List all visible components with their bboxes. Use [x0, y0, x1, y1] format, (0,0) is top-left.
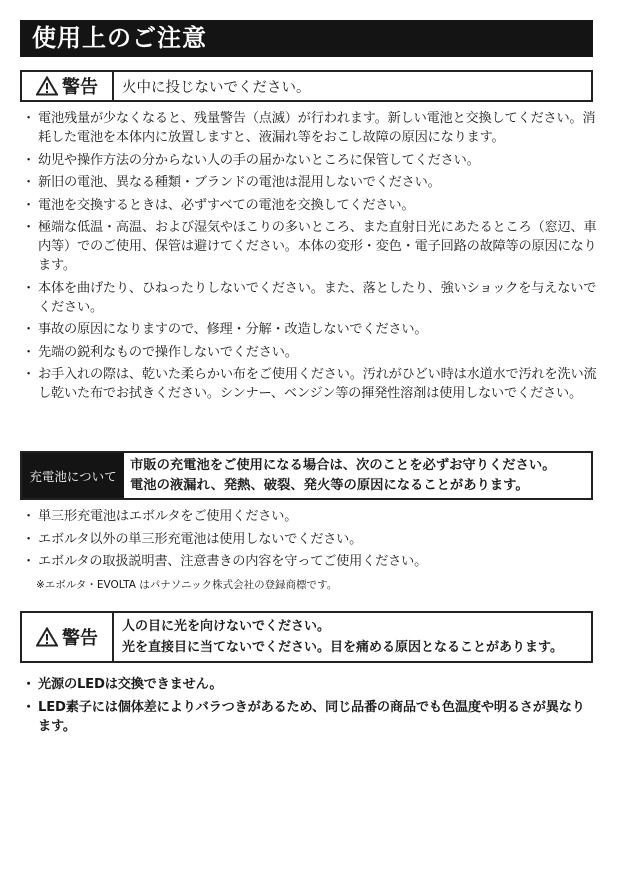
warning-box-light: [20, 611, 593, 663]
warning-triangle-icon: [36, 76, 58, 96]
warning-triangle-icon: [36, 627, 58, 647]
warning-text-light-1: 人の目に光を向けないでください。: [122, 619, 331, 634]
list-item: ・ 単三形充電池はエボルタをご使用ください。: [22, 507, 597, 526]
list-item: ・ エボルタ以外の単三形充電池は使用しないでください。: [22, 530, 597, 549]
warning-box-fire: [20, 70, 593, 102]
led-notes-list: [22, 675, 597, 739]
list-item: ・ 光源のLEDは交換できません。: [22, 675, 597, 694]
list-item: ・ 本体を曲げたり、ひねったりしないでください。また、落としたり、強いショックを与えないでください。: [22, 279, 597, 317]
list-item: ・ 事故の原因になりますので、修理・分解・改造しないでください。: [22, 320, 597, 339]
list-item: ・ お手入れの際は、乾いた柔らかい布をご使用ください。汚れがひどい時は水道水で汚れを洗い流し乾いた布でお拭きください。シンナー、ベンジン等の揮発性溶剤は使用しないでください。: [22, 365, 597, 403]
list-item: ・ 極端な低温・高温、および湿気やほこりの多いところ、また直射日光にあたるところ（窓辺、車内等）でのご使用、保管は避けてください。本体の変形・変色・電子回路の故障等の原因になります。: [22, 218, 597, 275]
warning-text-fire: 火中に投じないでください。: [122, 79, 311, 96]
warning-label: [22, 72, 114, 100]
warning-label-text: 警告: [62, 77, 98, 98]
battery-caution-list: [22, 109, 597, 407]
list-item: ・ 先端の鋭利なもので操作しないでください。: [22, 343, 597, 362]
battery-notice-line2: 電池の液漏れ、発熱、破裂、発火等の原因になることがあります。: [130, 478, 529, 493]
rechargeable-battery-box: [20, 451, 593, 500]
list-item: ・ 電池を交換するときは、必ずすべての電池を交換してください。: [22, 196, 597, 215]
page-title: 使用上のご注意: [20, 20, 593, 57]
list-item: ・ LED素子には個体差によりバラつきがあるため、同じ品番の商品でも色温度や明るさが異なります。: [22, 698, 597, 736]
list-item: ・ 幼児や操作方法の分からない人の手の届かないところに保管してください。: [22, 151, 597, 170]
rechargeable-battery-list: [22, 507, 597, 575]
list-item: ・ 電池残量が少なくなると、残量警告（点滅）が行われます。新しい電池と交換してください。消耗した電池を本体内に放置しますと、液漏れ等をおこし故障の原因になります。: [22, 109, 597, 147]
rechargeable-battery-label: 充電池について: [22, 453, 124, 498]
warning-text-light-2: 光を直接目に当てないでください。目を痛める原因となることがあります。: [122, 640, 563, 655]
list-item: ・ 新旧の電池、異なる種類・ブランドの電池は混用しないでください。: [22, 173, 597, 192]
battery-notice-line1: 市販の充電池をご使用になる場合は、次のことを必ずお守りください。: [130, 458, 556, 473]
trademark-note: ※エボルタ・EVOLTA はパナソニック株式会社の登録商標です。: [36, 579, 338, 591]
warning-label-text: 警告: [62, 628, 98, 649]
warning-label: [22, 613, 114, 661]
list-item: ・ エボルタの取扱説明書、注意書きの内容を守ってご使用ください。: [22, 552, 597, 571]
